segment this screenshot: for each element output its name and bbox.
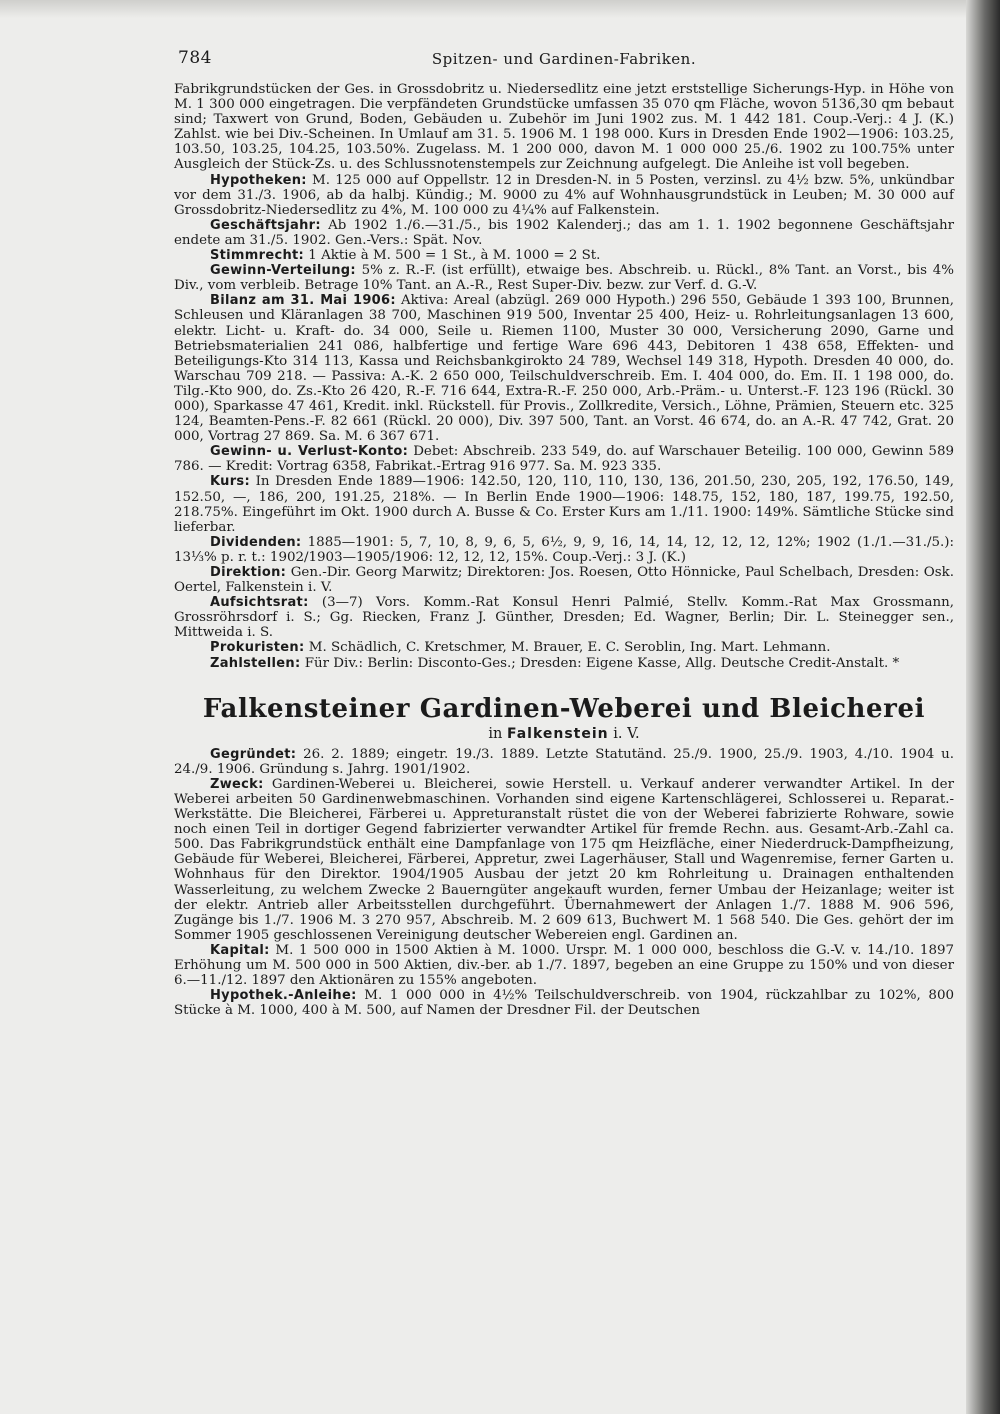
- paragraph-stimmrecht: [174, 248, 954, 263]
- paragraph-prokuristen: [174, 640, 954, 655]
- paragraph-direktion: [174, 565, 954, 595]
- scan-shadow-edge: [966, 0, 1000, 1414]
- label-aufsichtsrat: Aufsichtsrat:: [210, 595, 309, 611]
- text-stimmrecht: 1 Aktie à M. 500 = 1 St., à M. 1000 = 2 St.: [308, 248, 601, 264]
- text-aufsichtsrat: (3—7) Vors. Komm.-Rat Konsul Henri Palmié, Stellv. Komm.-Rat Max Grossmann, Grossröhrsdorf i. S.; Gg. Riecken, Franz J. Günther, Dresden; Ed. Wagner, Berlin; Dir. L. Steinegger sen., Mittweida i. S.: [174, 595, 954, 641]
- paragraph-hypotheken: [174, 173, 954, 218]
- text-zweck: Gardinen-Weberei u. Bleicherei, sowie Herstell. u. Verkauf anderer verwandter Artikel. In der Weberei arbeiten 50 Gardinenwebmaschinen. Vorhanden sind eigene Kartenschlägerei, Schlosserei u. Reparat.-Werkstätte. Die Bleicherei, Färberei u. Appreturanstalt rüstet die von der Weberei fabrizierte Rohware, sowie noch einen Teil in dortiger Gegend fabrizierter verwandter Artikel für fremde Rechn. aus. Gesamt-Arb.-Zahl ca. 500. Das Fabrikgrundstück enthält eine Dampfanlage von 175 qm Heizfläche, einer Niederdruck-Dampfheizung, Gebäude für Weberei, Bleicherei, Färberei, Appretur, zwei Lagerhäuser, Stall und Wagenremise, ferner Garten u. Wohnhaus für den Direktor. 1904/1905 Ausbau der jetzt 20 km Rohrleitung u. Drainagen enthaltenden Wasserleitung, zu welchem Zwecke 2 Bauerngüter angekauft wurden, ferner Umbau der Heizanlage; weiter ist der elektr. Antrieb aller Arbeitsstellen durchgeführt. Übernahmewert der Anlagen 1./7. 1888 M. 906 596, Zugänge bis 1./7. 1906 M. 3 270 957, Abschreib. M. 2 609 613, Buchwert M. 1 568 540. Die Ges. gehört der im Sommer 1905 geschlossenen Vereinigung deutscher Webereien engl. Gardinen an.: [174, 776, 954, 943]
- label-hypotheken: Hypotheken:: [210, 172, 307, 188]
- paragraph-hypothek-anleihe: [174, 988, 954, 1018]
- text-kapital: M. 1 500 000 in 1500 Aktien à M. 1000. Urspr. M. 1 000 000, beschloss die G.-V. v. 14./10. 1897 Erhöhung um M. 500 000 in 500 Aktien, div.-ber. ab 1./7. 1897, begeben an eine Gruppe zu 150% und von dieser 6.—11./12. 1897 den Aktionären zu 155% angeboten.: [174, 942, 954, 989]
- running-title: Spitzen- und Gardinen-Fabriken.: [431, 50, 697, 68]
- text-dividenden: 1885—1901: 5, 7, 10, 8, 9, 6, 5, 6½, 9, 9, 16, 14, 14, 12, 12, 12, 12%; 1902 (1./1.—31./5.): 13⅓% p. r. t.: 1902/1903—1905/1906: 12, 12, 12, 15%. Coup.-Verj.: 3 J. (K.): [174, 534, 954, 565]
- label-kapital: Kapital:: [210, 942, 270, 958]
- text-hypothek-anleihe: M. 1 000 000 in 4½% Teilschuldverschreib. von 1904, rückzahlbar zu 102%, 800 Stücke à M. 1000, 400 à M. 500, auf Namen der Dresdner Fil. der Deutschen: [174, 988, 954, 1019]
- paragraph-gewinn-verteilung: [174, 263, 954, 293]
- text-prokuristen: M. Schädlich, C. Kretschmer, M. Brauer, E. C. Seroblin, Ing. Mart. Lehmann.: [308, 640, 831, 656]
- paragraph-bilanz: [174, 293, 954, 444]
- text-zahlstellen: Für Div.: Berlin: Disconto-Ges.; Dresden: Eigene Kasse, Allg. Deutsche Credit-Anstalt. *: [304, 655, 900, 671]
- paragraph-geschaeftsjahr: [174, 218, 954, 248]
- label-gewinn-verlust: Gewinn- u. Verlust-Konto:: [210, 444, 409, 460]
- label-bilanz: Bilanz am 31. Mai 1906:: [210, 293, 396, 309]
- label-zahlstellen: Zahlstellen:: [210, 655, 301, 671]
- section-1-body: [174, 173, 954, 671]
- paragraph-dividenden: [174, 535, 954, 565]
- label-hypothek-anleihe: Hypothek.-Anleihe:: [210, 988, 357, 1004]
- section-2-body: [174, 747, 954, 1019]
- label-gegruendet: Gegründet:: [210, 746, 297, 762]
- scan-shadow-top: [0, 0, 1000, 18]
- text-geschaeftsjahr: Ab 1902 1./6.—31./5., bis 1902 Kalenderj.; das am 1. 1. 1902 begonnene Geschäftsjahr endete am 31./5. 1902. Gen.-Vers.: Spät. Nov.: [174, 217, 954, 248]
- page-header: [174, 48, 954, 82]
- text-bilanz: Aktiva: Areal (abzügl. 269 000 Hypoth.) 296 550, Gebäude 1 393 100, Brunnen, Schleusen und Kläranlagen 38 700, Maschinen 919 500, Inventar 25 400, Heiz- u. Rohrleitungsanlagen 13 600, elektr. Licht- u. Kraft- do. 34 000, Seile u. Riemen 1100, Muster 30 000, Versicherung 2090, Garne und Betriebsmaterialien 241 086, halbfertige und fertige Ware 696 443, Debitoren 1 438 658, Effekten- und Beteiligungs-Kto 314 113, Kassa und Reichsbankgirokto 24 789, Wechsel 149 318, Hypoth. Dresden 40 000, do. Warschau 709 218. — Passiva: A.-K. 2 650 000, Teilschuldverschreib. Em. I. 404 000, do. Em. II. 1 198 000, do. Tilg.-Kto 900, do. Zs.-Kto 26 420, R.-F. 716 644, Extra-R.-F. 250 000, Arb.-Präm.- u. Unterst.-F. 123 196 (Rückl. 30 000), Sparkasse 47 461, Kredit. inkl. Rückstell. für Provis., Zollkredite, Versich., Löhne, Prämien, Steuern etc. 325 124, Beamten-Pens.-F. 82 661 (Rückl. 20 000), Div. 397 500, Tant. an Vorst. 46 674, do. an A.-R. 47 742, Grat. 20 000, Vortrag 27 869. Sa. M. 6 367 671.: [174, 293, 955, 445]
- label-dividenden: Dividenden:: [210, 534, 302, 550]
- text-direktion: Gen.-Dir. Georg Marwitz; Direktoren: Jos. Roesen, Otto Hönnicke, Paul Schelbach, Dresden: Osk. Oertel, Falkenstein i. V.: [174, 565, 954, 596]
- text-gegruendet: 26. 2. 1889; eingetr. 19./3. 1889. Letzte Statutänd. 25./9. 1900, 25./9. 1903, 4./10. 1904 u. 24./9. 1906. Gründung s. Jahrg. 1901/1902.: [174, 746, 954, 777]
- text-kurs: In Dresden Ende 1889—1906: 142.50, 120, 110, 110, 130, 136, 201.50, 230, 205, 192, 176.50, 149, 152.50, —, 186, 200, 191.25, 218%. — In Berlin Ende 1900—1906: 148.75, 152, 180, 187, 199.75, 192.50, 218.75%. Eingeführt im Okt. 1900 durch A. Busse & Co. Erster Kurs am 1./11. 1900: 149%. Sämtliche Stücke sind lieferbar.: [174, 474, 954, 535]
- paragraph-zweck: [174, 777, 954, 943]
- label-kurs: Kurs:: [210, 474, 250, 490]
- paragraph-zahlstellen: [174, 656, 954, 671]
- company-location: [174, 725, 954, 743]
- location-suffix: i. V.: [613, 725, 640, 742]
- paragraph-kapital: [174, 943, 954, 988]
- label-stimmrecht: Stimmrecht:: [210, 248, 305, 264]
- text-gewinn-verlust: Debet: Abschreib. 233 549, do. auf Warschauer Beteilig. 100 000, Gewinn 589 786. — Kredit: Vortrag 6358, Fabrikat.-Ertrag 916 977. Sa. M. 923 335.: [174, 444, 954, 475]
- label-zweck: Zweck:: [210, 776, 264, 792]
- paragraph-kurs: [174, 474, 954, 534]
- paragraph-gegruendet: [174, 747, 954, 777]
- company-title: Falkensteiner Gardinen-Weberei und Bleicherei: [202, 693, 926, 724]
- label-direktion: Direktion:: [210, 565, 287, 580]
- label-geschaeftsjahr: Geschäftsjahr:: [210, 217, 321, 233]
- location-place: Falkenstein: [506, 725, 609, 742]
- continued-paragraph: Fabrikgrundstücken der Ges. in Grossdobritz u. Niedersedlitz eine jetzt erststellige Sicherungs-Hyp. in Höhe von M. 1 300 000 eingetragen. Die verpfändeten Grundstücke umfassen 35 070 qm Fläche, wovon 5136,30 qm bebaut sind; Taxwert von Grund, Boden, Gebäuden u. Zubehör im Juni 1902 zus. M. 1 442 181. Coup.-Verj.: 4 J. (K.) Zahlst. wie bei Div.-Scheinen. In Umlauf am 31. 5. 1906 M. 1 198 000. Kurs in Dresden Ende 1902—1906: 103.25, 103.50, 103.25, 104.25, 103.50%. Zugelass. M. 1 200 000, davon M. 1 000 000 25./6. 1902 zu 100.75% unter Ausgleich der Stück-Zs. u. des Schlussnotenstempels zur Zeichnung aufgelegt. Die Anleihe ist voll begeben.: [174, 82, 954, 173]
- label-gewinn-verteilung: Gewinn-Verteilung:: [210, 263, 356, 279]
- paragraph-gewinn-verlust: [174, 444, 954, 474]
- label-prokuristen: Prokuristen:: [210, 640, 305, 656]
- text-hypotheken: M. 125 000 auf Oppellstr. 12 in Dresden-N. in 5 Posten, verzinsl. zu 4½ bzw. 5%, unkündbar vor dem 31./3. 1906, ab da halbj. Kündig.; M. 9000 zu 4% auf Wohnhausgrundstück in Leuben; M. 30 000 auf Grossdobritz-Niedersedlitz zu 4%, M. 100 000 zu 4¼% auf Falkenstein.: [174, 172, 954, 218]
- paragraph-aufsichtsrat: [174, 595, 954, 640]
- page-number: 784: [178, 48, 212, 68]
- document-page: [174, 48, 954, 1018]
- text-gewinn-verteilung: 5% z. R.-F. (ist erfüllt), etwaige bes. Abschreib. u. Rückl., 8% Tant. an Vorst., bis 4% Div., vom verbleib. Betrage 10% Tant. an A.-R., Rest Super-Div. bezw. zur Verf. d. G.-V.: [174, 263, 954, 294]
- location-prefix: in: [488, 725, 503, 742]
